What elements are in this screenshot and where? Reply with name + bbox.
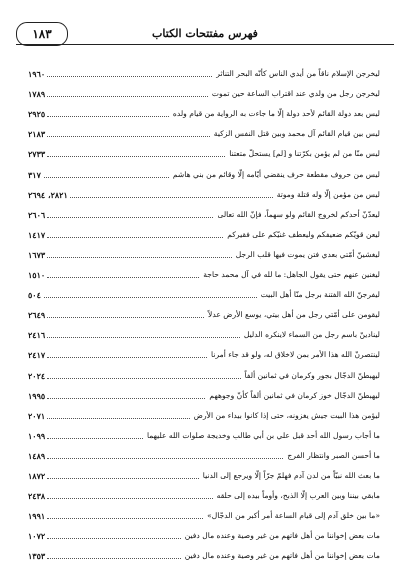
index-entry [28, 221, 380, 241]
dot-leader [47, 558, 181, 559]
dot-leader [47, 498, 212, 499]
entry-page-number: ٢٦٤٩ [28, 310, 46, 321]
entry-text: «ما بين خلق آدم إلى قيام الساعة أمر أكبر من الدجّال» [207, 511, 380, 521]
entry-text: ليخرجن رجل من ولدي عند اقتراب الساعة حين تموت [211, 89, 380, 99]
entry-text: ليعن قويّكم ضعيفكم وليعطف غنيّكم على فقيركم [227, 229, 380, 239]
entry-page-number: ٥٠٤ [28, 290, 41, 301]
entry-page-number: ٢٠٢٤ [28, 370, 46, 381]
entry-page-number: ٢٤١٧ [28, 350, 46, 361]
entry-page-number: ١٩٦٠ [28, 69, 46, 80]
entry-text: ما أحسن الصبر وانتظار الفرج [287, 450, 380, 460]
dot-leader [47, 217, 213, 218]
index-entry [28, 502, 380, 522]
entry-page-number: ٢٩٢٥ [28, 109, 46, 120]
dot-leader [47, 378, 240, 379]
entry-text: ليعدّنّ أحدكم لخروج القائم ولو سهماً، فإنّ الله تعالى [217, 209, 380, 219]
entry-page-number: ٢٨٢١، ٢٦٩٤ [28, 189, 68, 200]
dot-leader [47, 257, 232, 258]
index-entry [28, 140, 380, 160]
entry-page-number: ١٨٧٢ [28, 470, 46, 481]
index-entry [28, 402, 380, 422]
index-entry [28, 382, 380, 402]
index-entry [28, 120, 380, 140]
dot-leader [47, 136, 210, 137]
entry-text: ليس من مؤمن إلّا وله قتلة وموتة [276, 189, 380, 199]
entry-page-number: ١٠٩٩ [28, 430, 46, 441]
dot-leader [47, 337, 240, 338]
index-entry [28, 341, 380, 361]
entry-text: ليهبطنّ الدجّال خوز كرمان في ثمانين ألفاً كأنّ وجوههم [209, 390, 380, 400]
index-entry [28, 442, 380, 462]
entry-page-number: ١٤٨٩ [28, 450, 46, 461]
index-entry [28, 462, 380, 482]
index-entry [28, 422, 380, 442]
entry-page-number: ١٧٨٩ [28, 89, 46, 100]
dot-leader [47, 418, 190, 419]
dot-leader [47, 478, 199, 479]
entry-text: ليهبطنّ الدجّال بجور وكرمان في ثمانين ألفاً [244, 370, 380, 380]
entry-page-number: ١٦٧٣ [28, 249, 46, 260]
entry-page-number: ٢٦٠٦ [28, 209, 46, 220]
index-entry [28, 201, 380, 221]
dot-leader [47, 237, 223, 238]
entry-page-number: ١٥١٠ [28, 270, 46, 281]
entry-text: لينادينّ باسم رجل من السماء لاينكره الدليل [243, 330, 380, 340]
index-entry [28, 281, 380, 301]
entry-page-number: ١٠٧٢ [28, 531, 46, 542]
entry-text: ما أجاب رسول الله أحد قبل علي بن أبي طالب وخديجة صلوات الله عليهما [146, 430, 380, 440]
entry-text: مات بعض إخواننا من أهل فاتهم من غير وصية وعنده مال دفين [184, 531, 380, 541]
entry-page-number: ٢٠٧١ [28, 410, 46, 421]
entry-page-number: ١٤١٧ [28, 229, 46, 240]
entry-text: ليفرجنّ الله الفتنة برجل منّا أهل البيت [260, 290, 380, 300]
entry-text: ليس من حروف مقطعة حرف ينقضي أيّامه إلّا وقائم من بني هاشم [172, 169, 380, 179]
dot-leader [47, 96, 208, 97]
index-entry [28, 482, 380, 502]
dot-leader [44, 297, 257, 298]
dot-leader [47, 156, 225, 157]
index-entries [28, 60, 380, 562]
dot-leader [44, 177, 169, 178]
dot-leader [47, 277, 199, 278]
index-entry [28, 100, 380, 120]
entry-text: ليقومن على أمّتي رجل من أهل بيتي، يوسع الأرض عدلاً [208, 310, 380, 320]
entry-text: مات بعض إخواننا من أهل فاتهم من غير وصية وعنده مال دفين [184, 551, 380, 561]
entry-page-number: ١٣٥٣ [28, 551, 46, 562]
entry-page-number: ٣١٧ [28, 169, 41, 180]
entry-text: ليخرجن الإسلام ناقاً من أيدي الناس كأنّه البحر التناثر [216, 69, 380, 79]
dot-leader [47, 458, 283, 459]
entry-page-number: ٢٧٣٣ [28, 149, 46, 160]
entry-text: ليس بين قيام القائم آل محمد وبين قتل النفس الزكية [213, 129, 380, 139]
dot-leader [47, 357, 207, 358]
entry-page-number: ٢١٨٣ [28, 129, 46, 140]
index-entry [28, 60, 380, 80]
entry-text: مابقي بيننا وبين العرب إلّا الذبح، وأوماً بيده إلى حلقه [216, 491, 380, 501]
dot-leader [70, 197, 273, 198]
entry-text: ليس منّا من لم يؤمن بكرّتنا و [لم] يستحلّ متعتنا [229, 149, 380, 159]
entry-text: ما بعث الله نبيّاً من لدن آدم فهلمّ جرّاً إلّا ويرجع إلى الدنيا [202, 470, 380, 480]
index-entry [28, 241, 380, 261]
index-entry [28, 321, 380, 341]
dot-leader [47, 317, 204, 318]
index-entry [28, 181, 380, 201]
dot-leader [47, 438, 143, 439]
dot-leader [47, 398, 205, 399]
dot-leader [47, 538, 181, 539]
entry-page-number: ١٩٩١ [28, 511, 46, 522]
index-entry [28, 301, 380, 321]
index-entry [28, 261, 380, 281]
index-entry [28, 361, 380, 381]
entry-text: ليس بعد دولة القائم لأحد دولة إلّا ما جاءت به الرواية من قيام ولده [172, 109, 380, 119]
page-title: فهرس مفتتحات الكتاب [152, 27, 258, 40]
dot-leader [47, 518, 203, 519]
entry-text: ليؤمن هذا البيت جيش يغزونه، حتى إذا كانوا بيداء من الأرض [193, 410, 380, 420]
entry-text: ليغشينّ أمّتي بعدي فتن يموت فيها قلب الرجل [235, 249, 380, 259]
index-entry [28, 522, 380, 542]
entry-page-number: ٢٤١٦ [28, 330, 46, 341]
index-entry [28, 542, 380, 562]
page-number-badge: ١٨٣ [16, 22, 68, 46]
index-entry [28, 160, 380, 180]
page-header [16, 25, 394, 45]
index-entry [28, 80, 380, 100]
entry-page-number: ٢٤٣٨ [28, 491, 46, 502]
entry-text: لينتصرنّ الله هذا الأمر بمن لاخلاق له، ولو قد جاء أمرنا [211, 350, 380, 360]
entry-text: ليغنين عنهم حتى يقول الجاهل: ما لله في آل محمد حاجة [203, 270, 380, 280]
header-rule [16, 44, 394, 45]
dot-leader [47, 76, 212, 77]
dot-leader [47, 116, 169, 117]
entry-page-number: ١٩٩٥ [28, 390, 46, 401]
